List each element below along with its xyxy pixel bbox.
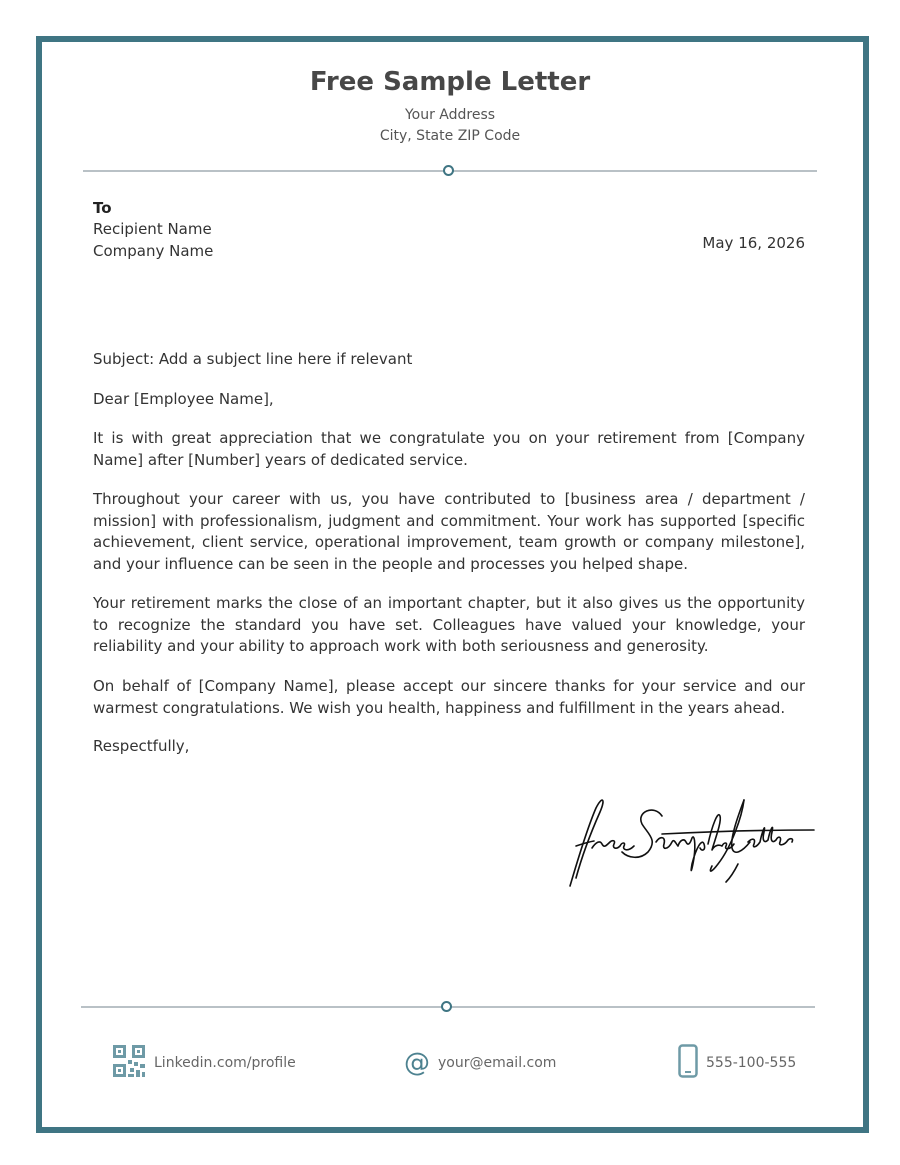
phone-text: 555-100-555 xyxy=(706,1055,797,1071)
handwritten-signature xyxy=(562,786,818,892)
page-border xyxy=(36,36,869,1133)
qr-code-icon xyxy=(112,1044,146,1082)
footer-divider-dot xyxy=(441,1001,452,1012)
paragraph-3: Your retirement marks the close of an important chapter, but it also gives us the opportunity to recognize the standard you have set. Colleagues have valued your knowledge, your reliability and your ability to approach work with both seriousness and generosity. xyxy=(93,594,805,655)
footer-linkedin xyxy=(112,1046,296,1080)
sender-city-state-zip: City, State ZIP Code xyxy=(379,128,521,144)
mobile-phone-icon xyxy=(678,1044,698,1082)
header-divider-dot xyxy=(443,165,454,176)
linkedin-text: Linkedin.com/profile xyxy=(154,1055,296,1071)
sender-address: Your Address xyxy=(404,107,496,123)
letter-date: May 16, 2026 xyxy=(702,234,805,252)
email-text: your@email.com xyxy=(438,1055,557,1071)
at-sign-icon: @ xyxy=(404,1048,430,1078)
letter-title: Free Sample Letter xyxy=(309,67,591,97)
subject-line: Subject: Add a subject line here if relevant xyxy=(93,350,413,368)
recipient-company: Company Name xyxy=(93,242,214,260)
recipient-name: Recipient Name xyxy=(93,220,212,238)
paragraph-1: It is with great appreciation that we congratulate you on your retirement from [Company Name] after [Number] years of dedicated service. xyxy=(93,429,805,469)
closing: Respectfully, xyxy=(93,737,190,755)
footer-email xyxy=(404,1046,556,1080)
paragraph-2: Throughout your career with us, you have contributed to [business area / department / mission] with professionalism, judgment and commitment. Your work has supported [specific achievement, client service, operational improvement, team growth or company milestone], and your influence can be seen in the people and processes you helped shape. xyxy=(93,490,805,573)
footer-phone xyxy=(678,1046,796,1080)
to-label: To xyxy=(93,199,112,217)
salutation: Dear [Employee Name], xyxy=(93,390,274,408)
paragraph-4: On behalf of [Company Name], please accept our sincere thanks for your service and our warmest congratulations. We wish you health, happiness and fulfillment in the years ahead. xyxy=(93,677,805,717)
